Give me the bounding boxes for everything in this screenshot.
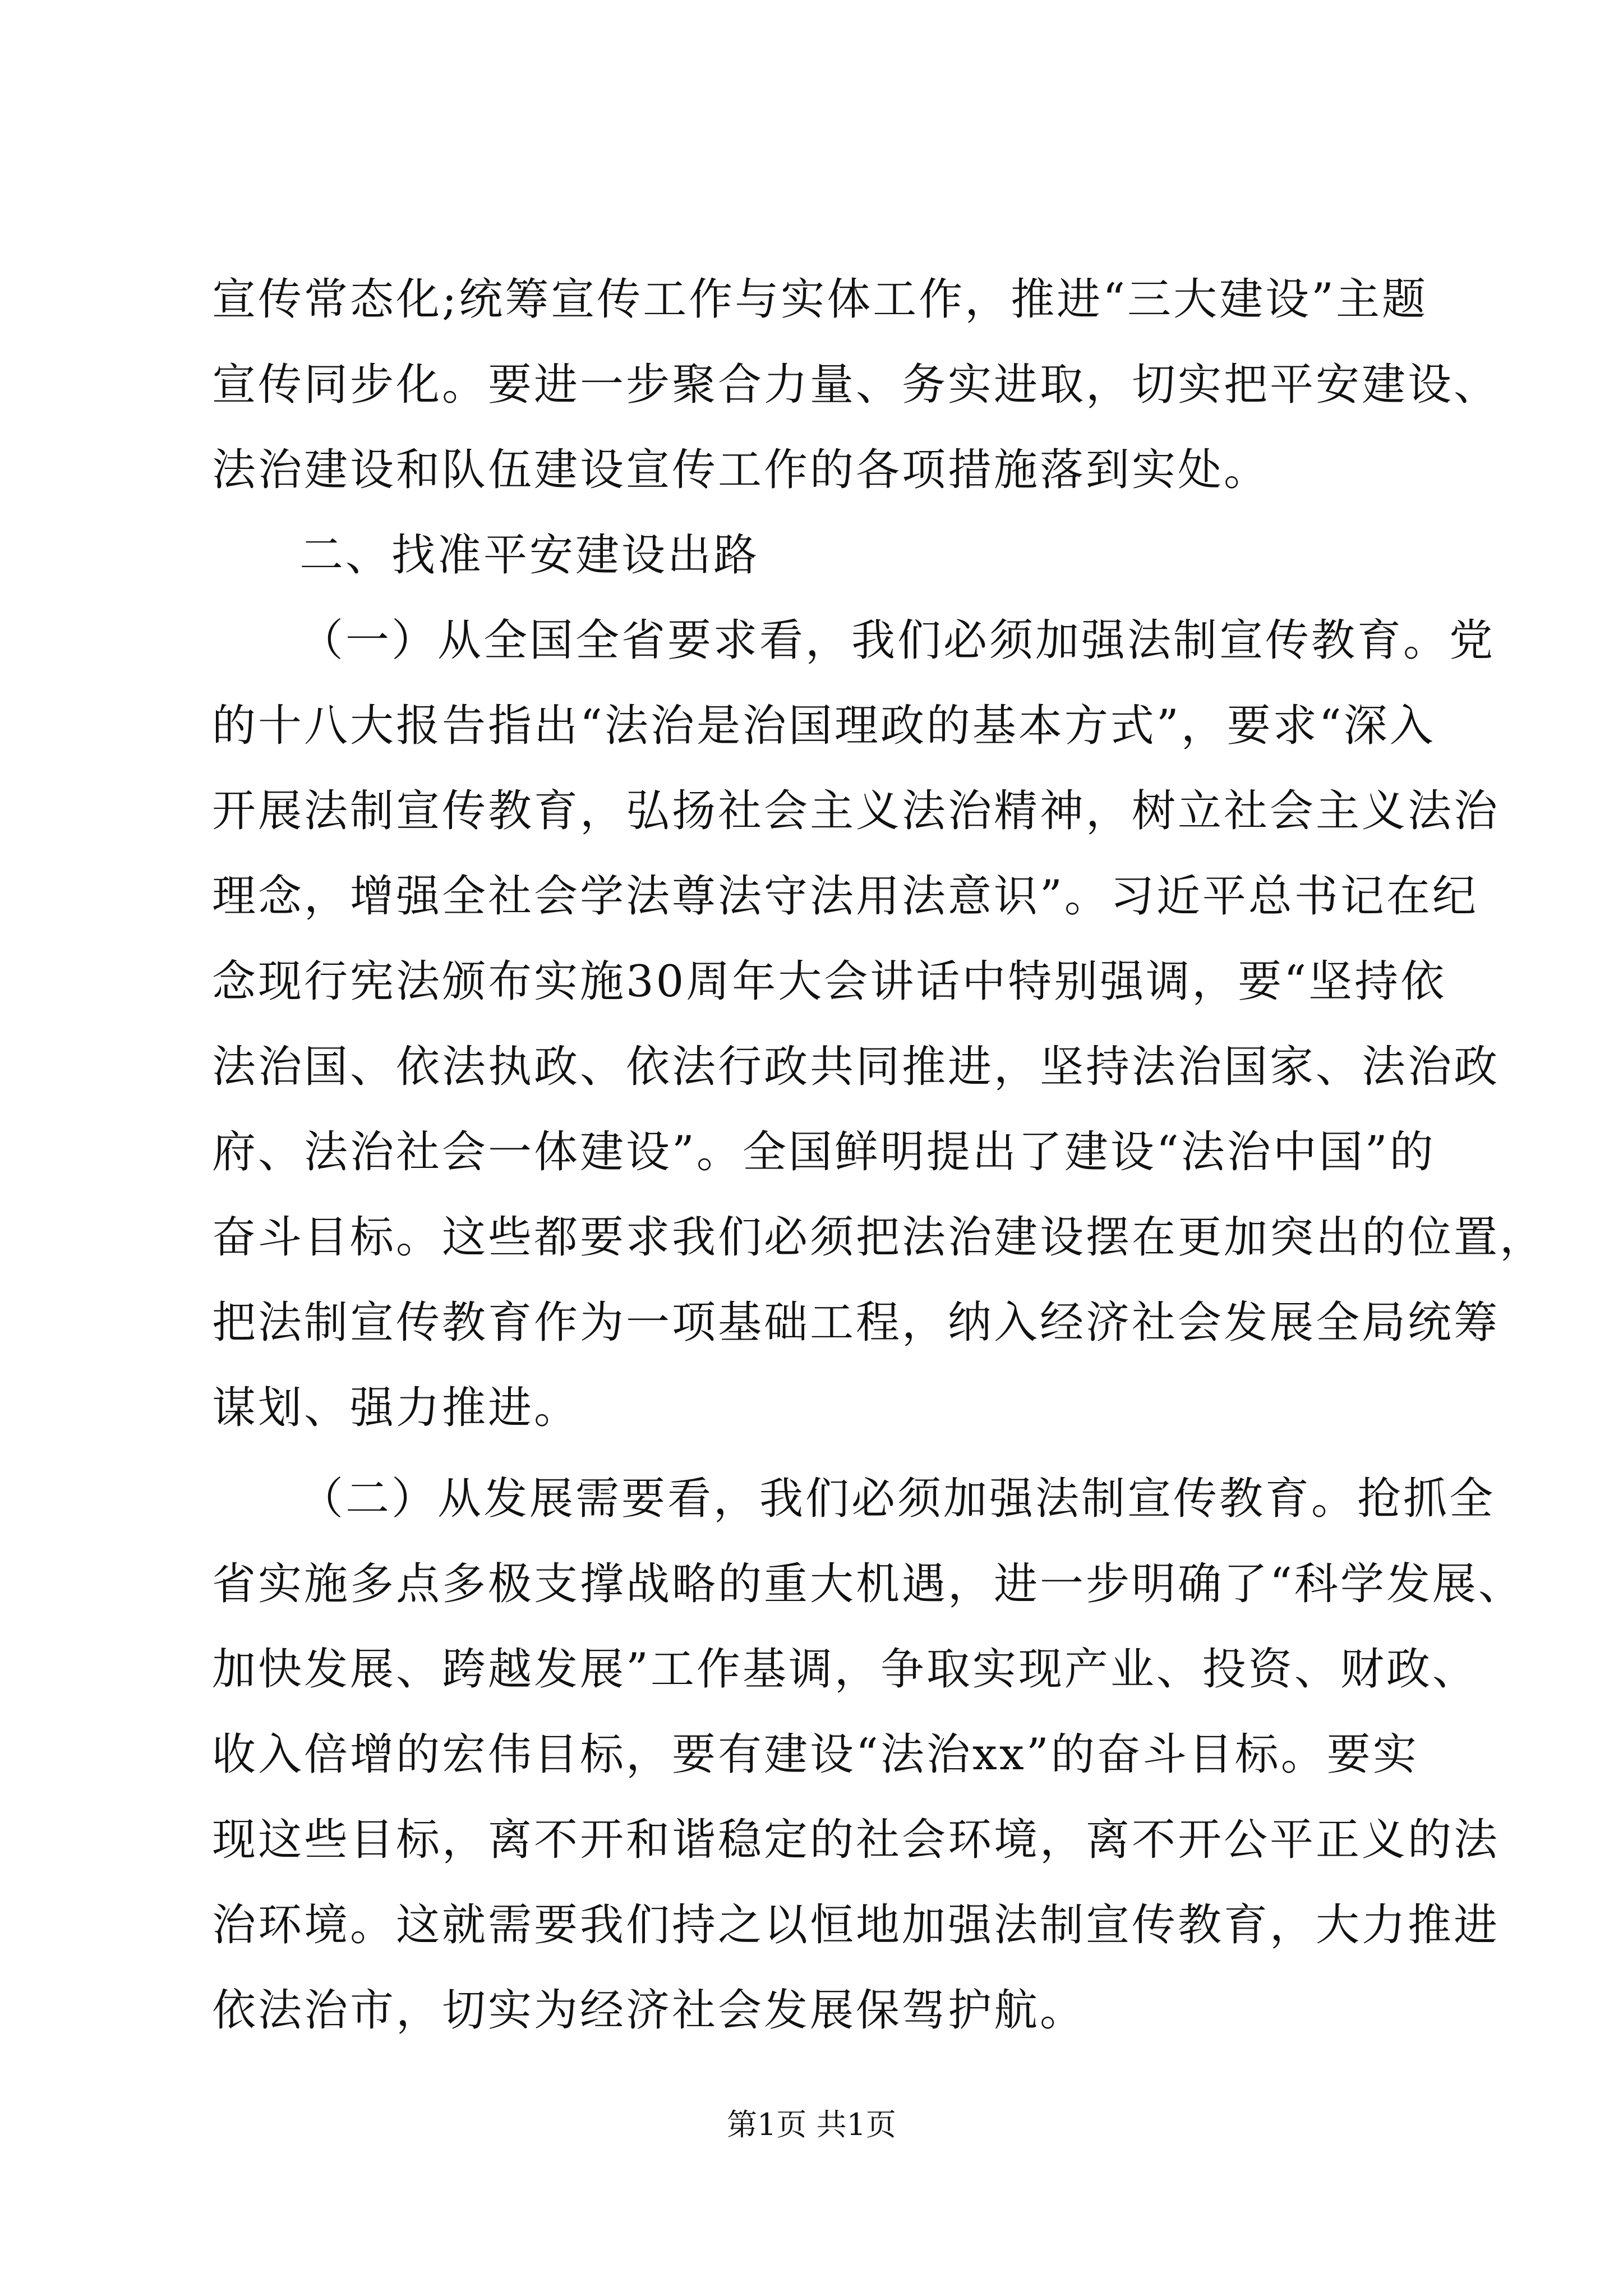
paragraph-line: 收入倍增的宏伟目标，要有建设“法治xx”的奋斗目标。要实 [212, 1729, 1419, 1780]
paragraph-line: 省实施多点多极支撑战略的重大机遇，进一步明确了“科学发展、 [212, 1559, 1524, 1609]
paragraph-line: 把法制宣传教育作为一项基础工程，纳入经济社会发展全局统筹 [212, 1297, 1500, 1348]
paragraph-line: 理念，增强全社会学法尊法守法用法意识”。习近平总书记在纪 [212, 871, 1478, 922]
text-line: 宣传常态化;统筹宣传工作与实体工作，推进“三大建设”主题 [212, 274, 1428, 325]
document-body [212, 257, 1546, 2053]
text-line: 宣传同步化。要进一步聚合力量、务实进取，切实把平安建设、 [212, 360, 1500, 410]
paragraph-line: 现这些目标，离不开和谐稳定的社会环境，离不开公平正义的法 [212, 1815, 1500, 1865]
paragraph-line: 法治国、依法执政、依法行政共同推进，坚持法治国家、法治政 [212, 1042, 1500, 1092]
paragraph-gap [212, 1451, 1412, 1456]
paragraph-line: 依法治市，切实为经济社会发展保驾护航。 [212, 1985, 1086, 2036]
paragraph-line: 谋划、强力推进。 [212, 1383, 580, 1433]
paragraph-line: 念现行宪法颁布实施30周年大会讲话中特别强调，要“坚持依 [212, 956, 1447, 1007]
paragraph-2 [212, 1456, 1524, 2053]
paragraph-line: （一）从全国全省要求看，我们必须加强法制宣传教育。党 [299, 615, 1496, 666]
text-line: 法治建设和队伍建设宣传工作的各项措施落到实处。 [212, 445, 1270, 495]
paragraph-1 [212, 598, 1546, 1451]
paragraph-line: 治环境。这就需要我们持之以恒地加强法制宣传教育，大力推进 [212, 1900, 1500, 1950]
paragraph-line: 奋斗目标。这些都要求我们必须把法治建设摆在更加突出的位置， [212, 1212, 1546, 1263]
paragraph-line: 府、法治社会一体建设”。全国鲜明提出了建设“法治中国”的 [212, 1127, 1436, 1177]
paragraph-line: 的十八大报告指出“法治是治国理政的基本方式”，要求“深入 [212, 701, 1436, 751]
paragraph-line: 开展法制宣传教育，弘扬社会主义法治精神，树立社会主义法治 [212, 786, 1500, 836]
page-number: 第1页 共1页 [727, 2107, 896, 2142]
paragraph-line: （二）从发展需要看，我们必须加强法制宣传教育。抢抓全 [299, 1474, 1496, 1524]
page-footer [0, 2102, 1623, 2147]
paragraph-line: 加快发展、跨越发展”工作基调，争取实现产业、投资、财政、 [212, 1644, 1478, 1695]
section-heading: 二、找准平安建设出路 [299, 530, 760, 581]
